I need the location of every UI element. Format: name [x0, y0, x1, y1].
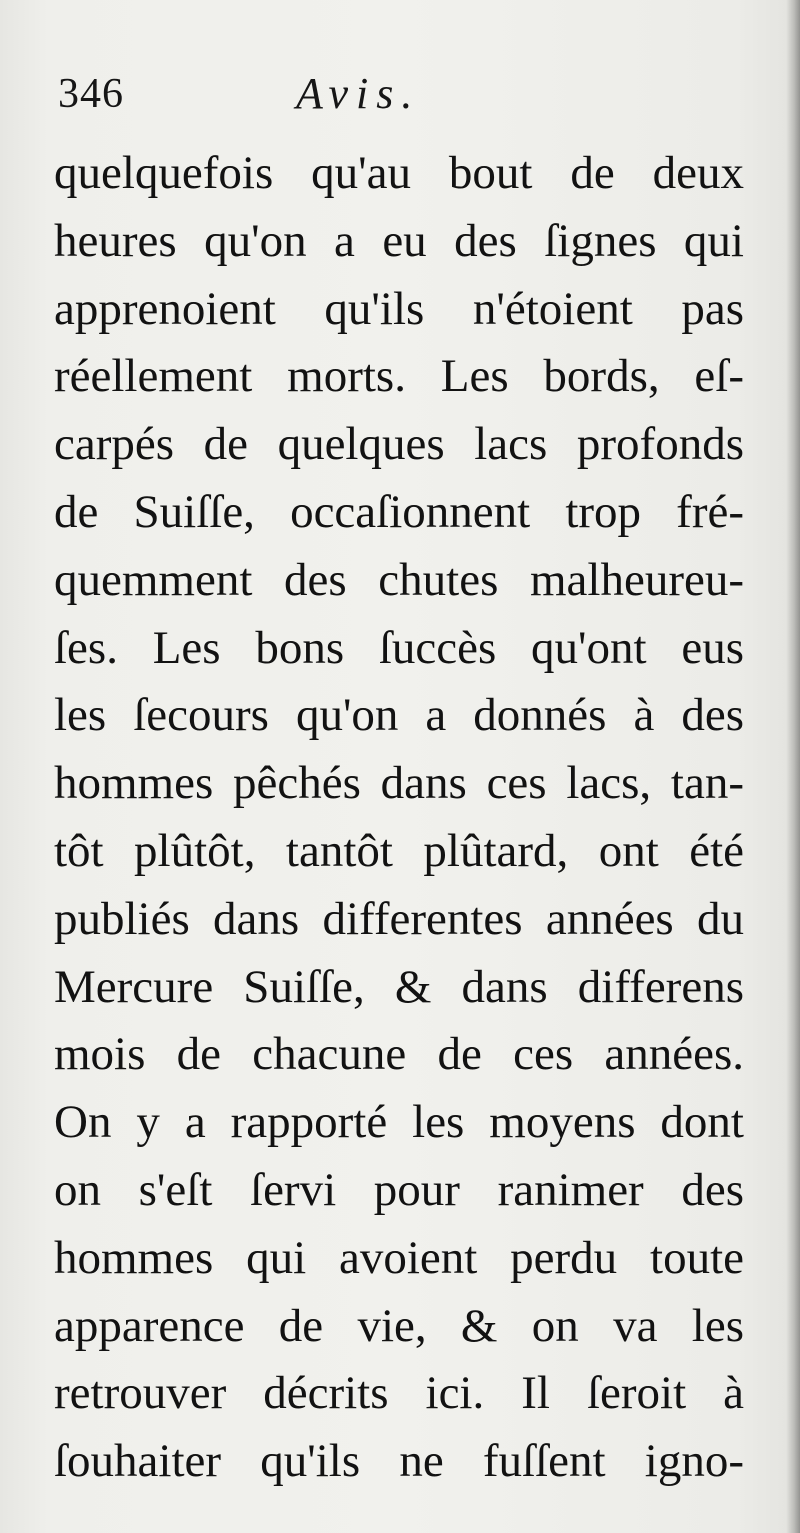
text-line: tôt plûtôt, tantôt plûtard, ont été — [54, 824, 744, 877]
text-line: les ſecours qu'on a donnés à des — [54, 689, 744, 742]
body-text — [54, 140, 744, 1496]
text-line: on s'eſt ſervi pour ranimer des — [54, 1163, 744, 1216]
text-line: hommes pêchés dans ces lacs, tan- — [54, 757, 744, 810]
text-line: réellement morts. Les bords, eſ- — [54, 350, 744, 403]
text-line: carpés de quelques lacs profonds — [54, 418, 744, 471]
text-line: ſouhaiter qu'ils ne fuſſent igno- — [54, 1435, 744, 1488]
text-line: quelquefois qu'au bout de deux — [54, 147, 744, 199]
text-line: apparence de vie, & on va les — [54, 1299, 744, 1352]
page-header — [58, 60, 748, 140]
text-line: retrouver décrits ici. Il ſeroit à — [54, 1367, 744, 1420]
text-line: heures qu'on a eu des ſignes qui — [54, 214, 744, 267]
text-line: mois de chacune de ces années. — [54, 1028, 744, 1081]
page-edge-shadow — [786, 0, 800, 1533]
text-line: ſes. Les bons ſuccès qu'ont eus — [54, 621, 744, 674]
text-line: apprenoient qu'ils n'étoient pas — [54, 282, 744, 335]
text-line: publiés dans differentes années du — [54, 892, 744, 945]
text-line: de Suiſſe, occaſionnent trop fré- — [54, 485, 744, 538]
text-line: On y a rapporté les moyens dont — [54, 1096, 744, 1149]
page-number: 346 — [58, 71, 124, 117]
text-line: quemment des chutes malheureu- — [54, 553, 744, 606]
text-line: hommes qui avoient perdu toute — [54, 1231, 744, 1284]
text-line: Mercure Suiſſe, & dans differens — [54, 960, 744, 1013]
running-head: Avis. — [296, 69, 421, 118]
